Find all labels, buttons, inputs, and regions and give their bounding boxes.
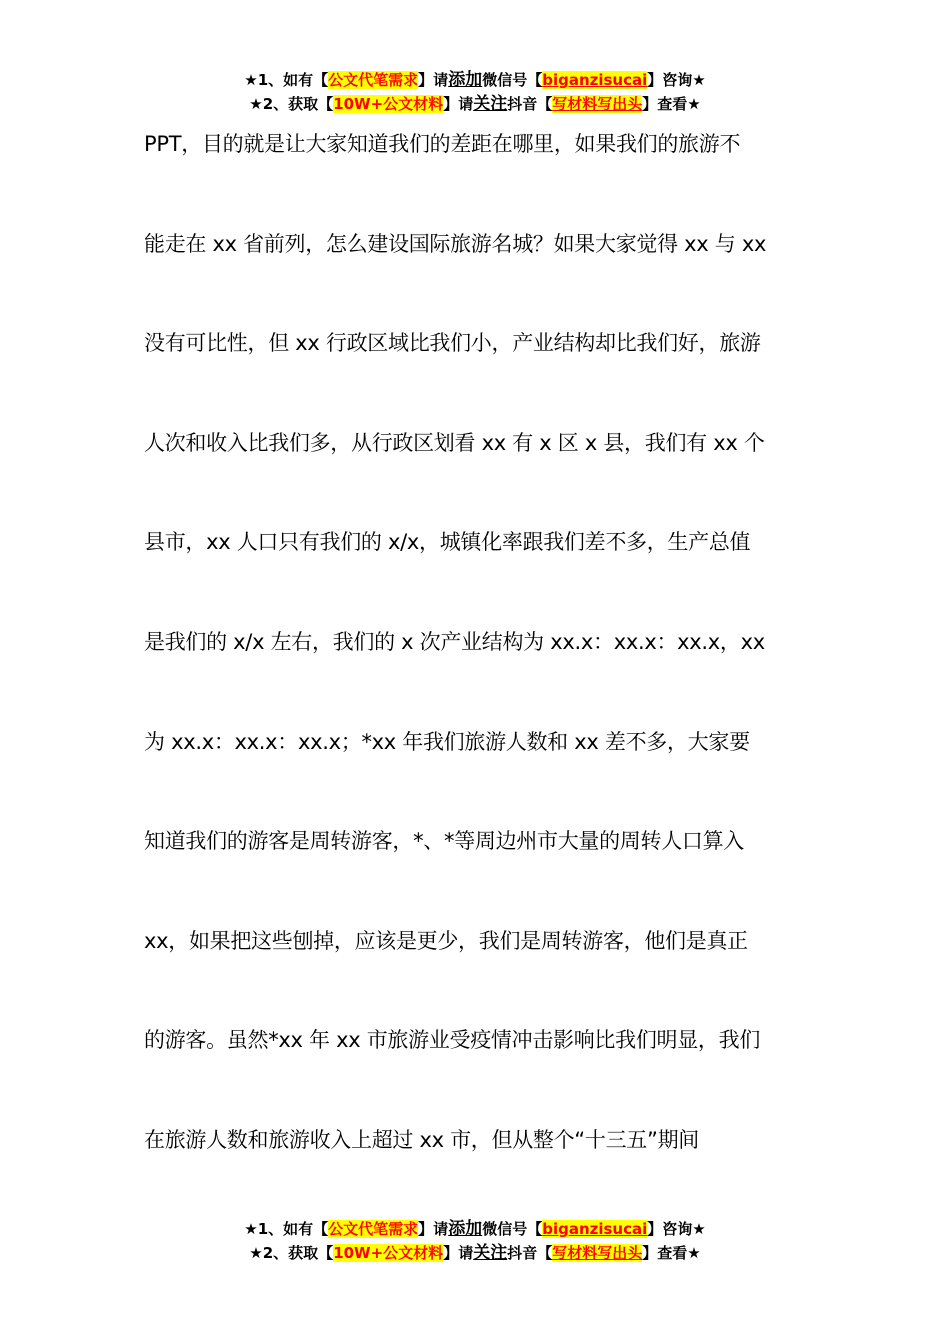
douyin-account-highlight: 写材料写出头: [552, 95, 643, 113]
materials-highlight: 10W+公文材料: [333, 95, 444, 113]
footer-follow-emphasis: 关注: [473, 1243, 508, 1263]
footer-line-2-prefix: ★2、获取【: [249, 1244, 334, 1262]
header-line-1-suffix: 】咨询★: [647, 71, 706, 89]
header-line-2-mid1: 】请: [443, 95, 474, 113]
footer-banner: [0, 1217, 950, 1265]
footer-line-1-mid1: 】请: [418, 1220, 449, 1238]
body-line-10: 的游客。虽然*xx 年 xx 市旅游业受疫情冲击影响比我们明显，我们: [144, 1028, 761, 1053]
header-line-1-mid2: 微信号【: [482, 71, 543, 89]
body-line-8: 知道我们的游客是周转游客，*、*等周边州市大量的周转人口算入: [144, 829, 744, 854]
footer-service-need-highlight: 公文代笔需求: [328, 1220, 419, 1238]
header-line-1: [0, 68, 950, 92]
footer-line-1-suffix: 】咨询★: [647, 1220, 706, 1238]
header-line-2: [0, 92, 950, 116]
body-line-7: 为 xx.x：xx.x：xx.x；*xx 年我们旅游人数和 xx 差不多，大家要: [144, 729, 750, 754]
body-line-9: xx，如果把这些刨掉，应该是更少，我们是周转游客，他们是真正: [144, 928, 748, 953]
header-line-1-prefix: ★1、如有【: [244, 71, 329, 89]
footer-line-2: [0, 1241, 950, 1265]
header-banner: [0, 68, 950, 116]
footer-wechat-id-highlight: biganzisucai: [542, 1220, 648, 1238]
body-line-6: 是我们的 x/x 左右，我们的 x 次产业结构为 xx.x：xx.x：xx.x，xx: [144, 629, 765, 654]
body-line-5: 县市，xx 人口只有我们的 x/x，城镇化率跟我们差不多，生产总值: [144, 530, 751, 555]
body-line-3: 没有可比性，但 xx 行政区域比我们小，产业结构却比我们好，旅游: [144, 331, 761, 356]
footer-line-1-prefix: ★1、如有【: [244, 1220, 329, 1238]
document-body: [144, 120, 824, 1216]
body-line-4: 人次和收入比我们多，从行政区划看 xx 有 x 区 x 县，我们有 xx 个: [144, 430, 765, 455]
footer-line-1: [0, 1217, 950, 1241]
footer-line-2-suffix: 】查看★: [642, 1244, 701, 1262]
body-line-1: PPT，目的就是让大家知道我们的差距在哪里，如果我们的旅游不: [144, 132, 741, 156]
footer-materials-highlight: 10W+公文材料: [333, 1244, 444, 1262]
header-line-2-mid2: 抖音【: [507, 95, 553, 113]
body-line-11: 在旅游人数和旅游收入上超过 xx 市，但从整个“十三五”期间: [144, 1127, 699, 1152]
wechat-id-highlight: biganzisucai: [542, 71, 648, 89]
footer-douyin-account-highlight: 写材料写出头: [552, 1244, 643, 1262]
footer-line-2-mid2: 抖音【: [507, 1244, 553, 1262]
follow-emphasis: 关注: [473, 94, 508, 114]
header-line-1-mid1: 】请: [418, 71, 449, 89]
header-line-2-prefix: ★2、获取【: [249, 95, 334, 113]
footer-line-2-mid1: 】请: [443, 1244, 474, 1262]
header-line-2-suffix: 】查看★: [642, 95, 701, 113]
footer-line-1-mid2: 微信号【: [482, 1220, 543, 1238]
service-need-highlight: 公文代笔需求: [328, 71, 419, 89]
body-line-2: 能走在 xx 省前列，怎么建设国际旅游名城？如果大家觉得 xx 与 xx: [144, 231, 767, 256]
add-emphasis: 添加: [448, 70, 483, 90]
footer-add-emphasis: 添加: [448, 1219, 483, 1239]
